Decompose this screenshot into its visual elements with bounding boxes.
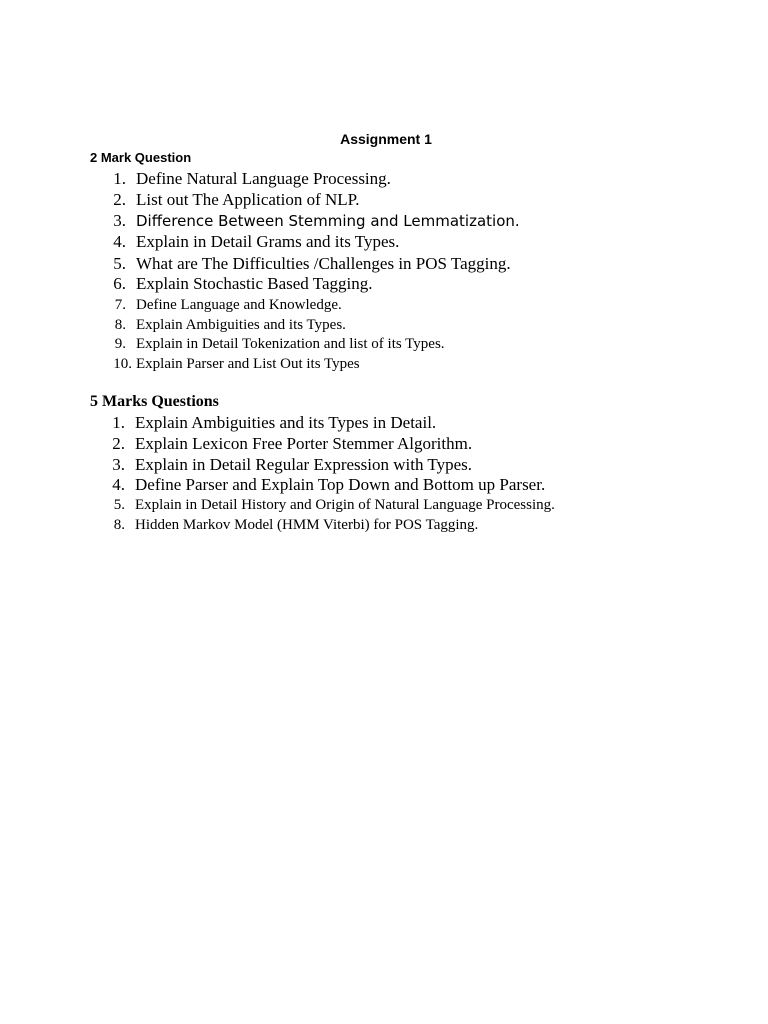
question-number: 5. [113, 254, 126, 273]
question-number: 8. [113, 517, 125, 533]
question-text: Explain in Detail Grams and its Types. [136, 232, 400, 251]
question-text: Explain in Detail Regular Expression with Types. [135, 455, 473, 474]
question-text: Define Parser and Explain Top Down and Bottom up Parser. [135, 475, 546, 494]
question-number: 2. [113, 190, 126, 209]
document-title: Assignment 1 [340, 131, 432, 147]
question-number: 1. [112, 413, 125, 432]
question-text: Explain Lexicon Free Porter Stemmer Algorithm. [135, 434, 473, 453]
question-text: Explain Ambiguities and its Types. [136, 317, 346, 333]
question-text: Explain Ambiguities and its Types in Detail. [135, 413, 437, 432]
question-number: 8. [114, 317, 126, 333]
question-text: Explain Parser and List Out its Types [136, 356, 360, 372]
question-number: 4. [113, 232, 126, 251]
question-number: 1. [113, 169, 126, 188]
question-text: Explain in Detail History and Origin of Natural Language Processing. [135, 497, 555, 513]
question-number: 2. [112, 434, 125, 453]
question-text: Explain Stochastic Based Tagging. [136, 274, 373, 293]
question-text: Define Natural Language Processing. [136, 169, 391, 188]
question-text: Difference Between Stemming and Lemmatization. [136, 212, 520, 230]
question-text: List out The Application of NLP. [136, 190, 360, 209]
section-heading-5-marks: 5 Marks Questions [90, 393, 219, 410]
question-number: 10. [113, 356, 132, 372]
question-number: 9. [114, 336, 126, 352]
question-number: 3. [112, 455, 125, 474]
question-text: Define Language and Knowledge. [136, 297, 342, 313]
question-number: 4. [112, 475, 125, 494]
question-text: What are The Difficulties /Challenges in POS Tagging. [136, 254, 511, 273]
question-number: 7. [114, 297, 126, 313]
question-number: 5. [113, 497, 125, 513]
question-text: Hidden Markov Model (HMM Viterbi) for POS Tagging. [135, 517, 479, 533]
question-text: Explain in Detail Tokenization and list of its Types. [136, 336, 445, 352]
section-heading-2-mark: 2 Mark Question [90, 150, 192, 165]
question-number: 6. [113, 274, 126, 293]
question-number: 3. [113, 211, 126, 230]
